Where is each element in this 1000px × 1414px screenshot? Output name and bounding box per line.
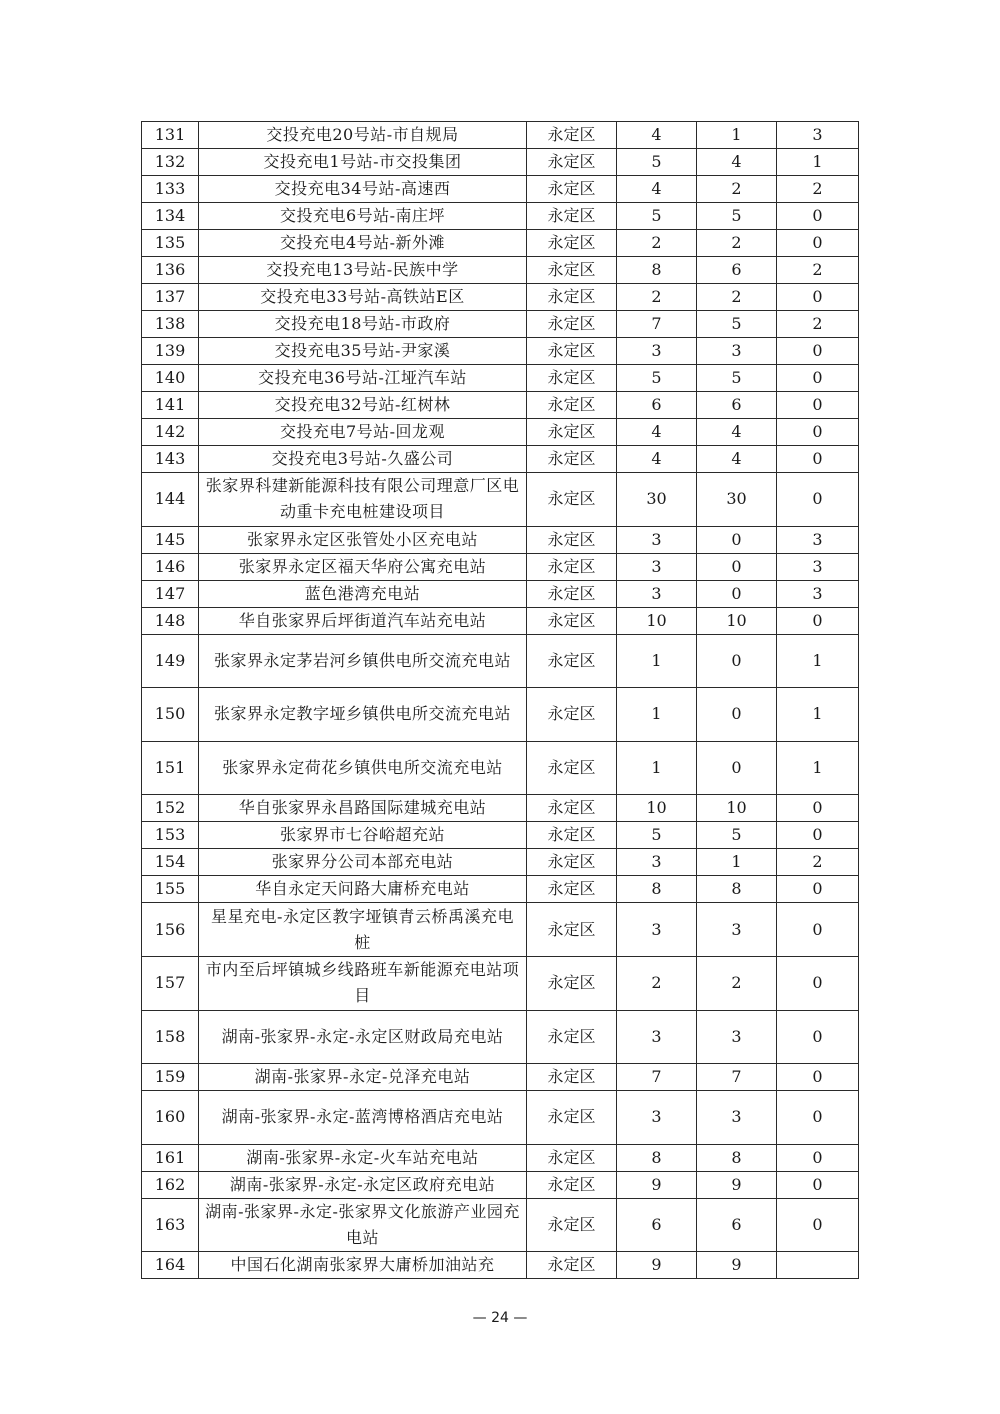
station-name: 湖南-张家界-永定-永定区财政局充电站 <box>199 1010 527 1064</box>
row-number: 134 <box>142 203 199 230</box>
ac-count: 0 <box>777 419 859 446</box>
district: 永定区 <box>527 1064 617 1091</box>
total-count: 30 <box>617 473 697 527</box>
district: 永定区 <box>527 741 617 795</box>
total-count: 5 <box>617 822 697 849</box>
ac-count: 3 <box>777 526 859 553</box>
station-name: 交投充电32号站-红树林 <box>199 392 527 419</box>
district: 永定区 <box>527 526 617 553</box>
table-row <box>142 176 859 203</box>
ac-count: 0 <box>777 1091 859 1145</box>
table-row <box>142 203 859 230</box>
ac-count: 0 <box>777 822 859 849</box>
dc-count: 0 <box>697 688 777 742</box>
table-row <box>142 473 859 527</box>
district: 永定区 <box>527 634 617 688</box>
district: 永定区 <box>527 203 617 230</box>
table-row <box>142 795 859 822</box>
district: 永定区 <box>527 176 617 203</box>
district: 永定区 <box>527 1171 617 1198</box>
district: 永定区 <box>527 1198 617 1252</box>
dc-count: 0 <box>697 580 777 607</box>
table-row <box>142 311 859 338</box>
total-count: 2 <box>617 956 697 1010</box>
dc-count: 7 <box>697 1064 777 1091</box>
dc-count: 0 <box>697 553 777 580</box>
row-number: 152 <box>142 795 199 822</box>
table-row <box>142 419 859 446</box>
row-number: 164 <box>142 1252 199 1279</box>
dc-count: 3 <box>697 903 777 957</box>
station-name: 张家界永定区张管处小区充电站 <box>199 526 527 553</box>
dc-count: 0 <box>697 741 777 795</box>
total-count: 4 <box>617 446 697 473</box>
dc-count: 3 <box>697 1010 777 1064</box>
total-count: 8 <box>617 1144 697 1171</box>
row-number: 135 <box>142 230 199 257</box>
ac-count: 0 <box>777 795 859 822</box>
dc-count: 2 <box>697 230 777 257</box>
row-number: 142 <box>142 419 199 446</box>
district: 永定区 <box>527 553 617 580</box>
row-number: 139 <box>142 338 199 365</box>
table-row <box>142 365 859 392</box>
table-body <box>142 122 859 1279</box>
row-number: 151 <box>142 741 199 795</box>
district: 永定区 <box>527 903 617 957</box>
total-count: 7 <box>617 1064 697 1091</box>
row-number: 161 <box>142 1144 199 1171</box>
district: 永定区 <box>527 365 617 392</box>
ac-count <box>777 1252 859 1279</box>
table-row <box>142 741 859 795</box>
station-name: 华自张家界后坪街道汽车站充电站 <box>199 607 527 634</box>
row-number: 138 <box>142 311 199 338</box>
row-number: 145 <box>142 526 199 553</box>
total-count: 3 <box>617 1091 697 1145</box>
dc-count: 9 <box>697 1171 777 1198</box>
ac-count: 0 <box>777 607 859 634</box>
table-row <box>142 392 859 419</box>
row-number: 140 <box>142 365 199 392</box>
total-count: 10 <box>617 795 697 822</box>
station-name: 湖南-张家界-永定-永定区政府充电站 <box>199 1171 527 1198</box>
table-row <box>142 688 859 742</box>
dc-count: 6 <box>697 392 777 419</box>
total-count: 3 <box>617 338 697 365</box>
total-count: 3 <box>617 553 697 580</box>
total-count: 2 <box>617 284 697 311</box>
station-name: 交投充电13号站-民族中学 <box>199 257 527 284</box>
station-name: 湖南-张家界-永定-张家界文化旅游产业园充电站 <box>199 1198 527 1252</box>
row-number: 132 <box>142 149 199 176</box>
table-row <box>142 849 859 876</box>
table-row <box>142 1091 859 1145</box>
row-number: 149 <box>142 634 199 688</box>
table-row <box>142 122 859 149</box>
station-name: 交投充电36号站-江垭汽车站 <box>199 365 527 392</box>
table-row <box>142 149 859 176</box>
district: 永定区 <box>527 1010 617 1064</box>
station-name: 交投充电35号站-尹家溪 <box>199 338 527 365</box>
district: 永定区 <box>527 688 617 742</box>
station-name: 湖南-张家界-永定-兑泽充电站 <box>199 1064 527 1091</box>
district: 永定区 <box>527 311 617 338</box>
total-count: 4 <box>617 176 697 203</box>
ac-count: 0 <box>777 446 859 473</box>
total-count: 2 <box>617 230 697 257</box>
district: 永定区 <box>527 419 617 446</box>
dc-count: 30 <box>697 473 777 527</box>
ac-count: 0 <box>777 1064 859 1091</box>
ac-count: 3 <box>777 580 859 607</box>
ac-count: 0 <box>777 284 859 311</box>
district: 永定区 <box>527 580 617 607</box>
station-name: 交投充电6号站-南庄坪 <box>199 203 527 230</box>
district: 永定区 <box>527 1252 617 1279</box>
row-number: 159 <box>142 1064 199 1091</box>
district: 永定区 <box>527 1144 617 1171</box>
table-row <box>142 822 859 849</box>
table-row <box>142 1064 859 1091</box>
total-count: 4 <box>617 419 697 446</box>
total-count: 3 <box>617 849 697 876</box>
total-count: 3 <box>617 903 697 957</box>
row-number: 146 <box>142 553 199 580</box>
ac-count: 2 <box>777 257 859 284</box>
total-count: 5 <box>617 149 697 176</box>
ac-count: 0 <box>777 1198 859 1252</box>
dc-count: 2 <box>697 284 777 311</box>
table-row <box>142 876 859 903</box>
row-number: 148 <box>142 607 199 634</box>
total-count: 8 <box>617 876 697 903</box>
ac-count: 1 <box>777 688 859 742</box>
table-row <box>142 446 859 473</box>
district: 永定区 <box>527 849 617 876</box>
dc-count: 5 <box>697 365 777 392</box>
table-row <box>142 903 859 957</box>
total-count: 3 <box>617 526 697 553</box>
row-number: 137 <box>142 284 199 311</box>
ac-count: 1 <box>777 149 859 176</box>
station-name: 中国石化湖南张家界大庸桥加油站充 <box>199 1252 527 1279</box>
district: 永定区 <box>527 956 617 1010</box>
ac-count: 1 <box>777 741 859 795</box>
total-count: 6 <box>617 1198 697 1252</box>
row-number: 158 <box>142 1010 199 1064</box>
ac-count: 0 <box>777 1144 859 1171</box>
row-number: 160 <box>142 1091 199 1145</box>
row-number: 163 <box>142 1198 199 1252</box>
dc-count: 1 <box>697 122 777 149</box>
district: 永定区 <box>527 230 617 257</box>
table-row <box>142 607 859 634</box>
total-count: 1 <box>617 634 697 688</box>
station-name: 交投充电18号站-市政府 <box>199 311 527 338</box>
station-name: 交投充电3号站-久盛公司 <box>199 446 527 473</box>
station-name: 张家界市七谷峪超充站 <box>199 822 527 849</box>
district: 永定区 <box>527 284 617 311</box>
row-number: 147 <box>142 580 199 607</box>
station-name: 张家界分公司本部充电站 <box>199 849 527 876</box>
district: 永定区 <box>527 257 617 284</box>
ac-count: 0 <box>777 392 859 419</box>
row-number: 144 <box>142 473 199 527</box>
dc-count: 4 <box>697 446 777 473</box>
district: 永定区 <box>527 822 617 849</box>
row-number: 141 <box>142 392 199 419</box>
row-number: 133 <box>142 176 199 203</box>
ac-count: 2 <box>777 849 859 876</box>
ac-count: 0 <box>777 203 859 230</box>
table-row <box>142 257 859 284</box>
dc-count: 1 <box>697 849 777 876</box>
ac-count: 2 <box>777 311 859 338</box>
ac-count: 0 <box>777 1171 859 1198</box>
ac-count: 1 <box>777 634 859 688</box>
dc-count: 0 <box>697 526 777 553</box>
total-count: 1 <box>617 688 697 742</box>
ac-count: 0 <box>777 473 859 527</box>
total-count: 3 <box>617 1010 697 1064</box>
station-name: 湖南-张家界-永定-火车站充电站 <box>199 1144 527 1171</box>
station-name: 张家界永定茅岩河乡镇供电所交流充电站 <box>199 634 527 688</box>
dc-count: 5 <box>697 822 777 849</box>
total-count: 5 <box>617 203 697 230</box>
district: 永定区 <box>527 446 617 473</box>
ac-count: 0 <box>777 338 859 365</box>
table-row <box>142 1010 859 1064</box>
district: 永定区 <box>527 607 617 634</box>
row-number: 154 <box>142 849 199 876</box>
ac-count: 0 <box>777 876 859 903</box>
district: 永定区 <box>527 338 617 365</box>
dc-count: 4 <box>697 149 777 176</box>
station-name: 张家界永定荷花乡镇供电所交流充电站 <box>199 741 527 795</box>
dc-count: 3 <box>697 1091 777 1145</box>
table-row <box>142 634 859 688</box>
row-number: 155 <box>142 876 199 903</box>
ac-count: 2 <box>777 176 859 203</box>
ac-count: 0 <box>777 365 859 392</box>
ac-count: 3 <box>777 122 859 149</box>
table-row <box>142 338 859 365</box>
row-number: 153 <box>142 822 199 849</box>
dc-count: 9 <box>697 1252 777 1279</box>
station-name: 张家界永定教字垭乡镇供电所交流充电站 <box>199 688 527 742</box>
table-row <box>142 553 859 580</box>
station-name: 交投充电7号站-回龙观 <box>199 419 527 446</box>
total-count: 8 <box>617 257 697 284</box>
dc-count: 3 <box>697 338 777 365</box>
district: 永定区 <box>527 392 617 419</box>
station-name: 张家界永定区福天华府公寓充电站 <box>199 553 527 580</box>
district: 永定区 <box>527 122 617 149</box>
total-count: 9 <box>617 1171 697 1198</box>
station-name: 交投充电34号站-高速西 <box>199 176 527 203</box>
table-row <box>142 580 859 607</box>
dc-count: 2 <box>697 176 777 203</box>
table-row <box>142 230 859 257</box>
total-count: 9 <box>617 1252 697 1279</box>
total-count: 7 <box>617 311 697 338</box>
dc-count: 10 <box>697 795 777 822</box>
district: 永定区 <box>527 876 617 903</box>
dc-count: 5 <box>697 311 777 338</box>
station-name: 华自永定天问路大庸桥充电站 <box>199 876 527 903</box>
total-count: 10 <box>617 607 697 634</box>
dc-count: 4 <box>697 419 777 446</box>
page-number: — 24 — <box>472 1310 528 1326</box>
dc-count: 10 <box>697 607 777 634</box>
station-name: 市内至后坪镇城乡线路班车新能源充电站项目 <box>199 956 527 1010</box>
station-name: 交投充电4号站-新外滩 <box>199 230 527 257</box>
dc-count: 5 <box>697 203 777 230</box>
station-name: 张家界科建新能源科技有限公司理意厂区电动重卡充电桩建设项目 <box>199 473 527 527</box>
ac-count: 3 <box>777 553 859 580</box>
table-row <box>142 956 859 1010</box>
dc-count: 6 <box>697 257 777 284</box>
district: 永定区 <box>527 1091 617 1145</box>
ac-count: 0 <box>777 230 859 257</box>
station-name: 蓝色港湾充电站 <box>199 580 527 607</box>
district: 永定区 <box>527 473 617 527</box>
dc-count: 8 <box>697 876 777 903</box>
station-name: 交投充电33号站-高铁站E区 <box>199 284 527 311</box>
total-count: 1 <box>617 741 697 795</box>
table-row <box>142 1144 859 1171</box>
row-number: 143 <box>142 446 199 473</box>
table-row <box>142 1171 859 1198</box>
table-row <box>142 526 859 553</box>
ac-count: 0 <box>777 903 859 957</box>
dc-count: 2 <box>697 956 777 1010</box>
ac-count: 0 <box>777 956 859 1010</box>
ac-count: 0 <box>777 1010 859 1064</box>
total-count: 5 <box>617 365 697 392</box>
station-name: 交投充电20号站-市自规局 <box>199 122 527 149</box>
station-name: 交投充电1号站-市交投集团 <box>199 149 527 176</box>
row-number: 150 <box>142 688 199 742</box>
station-name: 华自张家界永昌路国际建城充电站 <box>199 795 527 822</box>
total-count: 3 <box>617 580 697 607</box>
row-number: 162 <box>142 1171 199 1198</box>
table-row <box>142 1252 859 1279</box>
row-number: 136 <box>142 257 199 284</box>
district: 永定区 <box>527 795 617 822</box>
dc-count: 6 <box>697 1198 777 1252</box>
dc-count: 8 <box>697 1144 777 1171</box>
total-count: 4 <box>617 122 697 149</box>
row-number: 156 <box>142 903 199 957</box>
charging-station-table <box>141 121 859 1279</box>
row-number: 131 <box>142 122 199 149</box>
district: 永定区 <box>527 149 617 176</box>
station-name: 星星充电-永定区教字垭镇青云桥禹溪充电桩 <box>199 903 527 957</box>
dc-count: 0 <box>697 634 777 688</box>
total-count: 6 <box>617 392 697 419</box>
table-row <box>142 1198 859 1252</box>
table-row <box>142 284 859 311</box>
station-name: 湖南-张家界-永定-蓝湾博格酒店充电站 <box>199 1091 527 1145</box>
row-number: 157 <box>142 956 199 1010</box>
